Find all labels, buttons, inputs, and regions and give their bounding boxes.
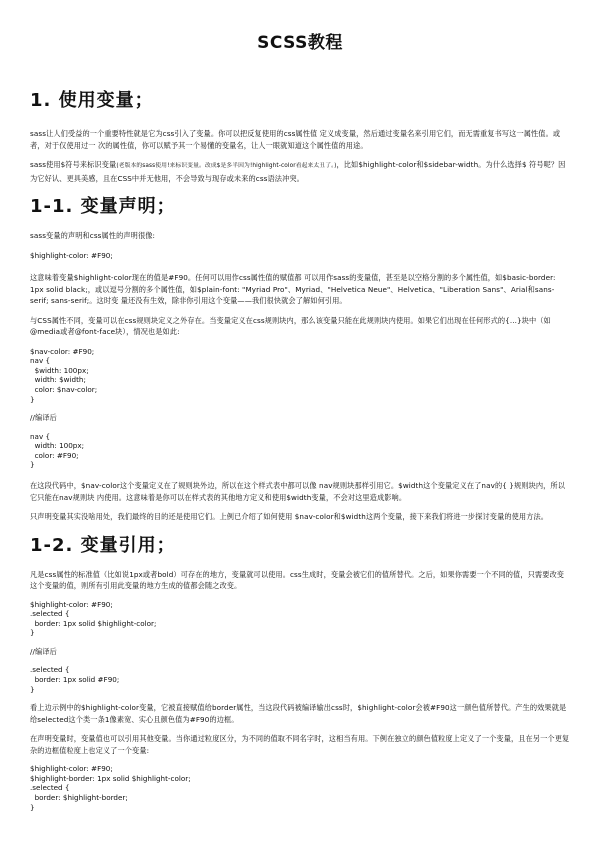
code-block: $highlight-color: #F90; $highlight-border: 1px solid $highlight-color; .selected { border: $highlight-border; } bbox=[30, 764, 191, 812]
text-note: (老版本的sass使用!来标识变量。改成$是多半因为!highlight-color看起来太丑了。) bbox=[116, 163, 337, 169]
paragraph: sass让人们受益的一个重要特性就是它为css引入了变量。你可以把反复使用的css属性值 定义成变量，然后通过变量名来引用它们，而无需重复书写这一属性值。或者，对于仅使用过一 次的属性值，你可以赋予其一个易懂的变量名，让人一眼就知道这个属性值的用途。 bbox=[30, 129, 561, 150]
compiled-label: //编译后 bbox=[30, 646, 57, 656]
paragraph: 这意味着变量$highlight-color现在的值是#F90。任何可以用作css属性值的赋值都 可以用作sass的变量值，甚至是以空格分割的多个属性值，如$basic-border: 1px solid black;，或以逗号分割的多个属性值，如$plain-font: "Myriad Pro"、Myriad、"Helvetica Neue"、Helvetica、"Liberation Sans"、Arial和sans-serif; sans-serif;。这时变 量还没有生效，除非你引用这个变量——我们很快就会了解如何引用。 bbox=[30, 273, 556, 306]
paragraph: sass变量的声明和css属性的声明很像: bbox=[30, 231, 156, 240]
text-span: ，比如$highlight-color和$sidebar-width。为什么选择$ 符号呢？因为它好认、更具美感，且在CSS中并无他用，不会导致与现存或未来的css语法冲突。 bbox=[30, 160, 566, 183]
heading-variable-reference: 1-2. 变量引用； bbox=[30, 534, 176, 556]
paragraph: 看上边示例中的$highlight-color变量，它被直接赋值给border属性，当这段代码被编译输出css时，$highlight-color会被#F90这一颜色值所替代。产生的效果就是给selected这个类一条1像素宽、实心且颜色值为#F90的边框。 bbox=[30, 703, 567, 724]
compiled-label: //编译后 bbox=[30, 413, 57, 423]
paragraph: 在声明变量时，变量值也可以引用其他变量。当你通过粒度区分，为不同的值取不同名字时，这相当有用。下例在独立的颜色值粒度上定义了一个变量，且在另一个更复杂的边框值粒度上也定义了一个变量: bbox=[30, 734, 570, 755]
code-block: .selected { border: 1px solid #F90; } bbox=[30, 665, 120, 694]
text-span: sass使用$符号来标识变量 bbox=[30, 160, 117, 169]
paragraph: 只声明变量其实没啥用处，我们最终的目的还是使用它们。上例已介绍了如何使用 $nav-color和$width这两个变量，接下来我们将进一步探讨变量的使用方法。 bbox=[30, 512, 549, 522]
heading-use-variables: 1. 使用变量； bbox=[30, 90, 154, 111]
code-block: $highlight-color: #F90; .selected { border: 1px solid $highlight-color; } bbox=[30, 599, 157, 638]
heading-variable-declaration: 1-1. 变量声明； bbox=[30, 196, 176, 217]
paragraph bbox=[30, 159, 570, 184]
code-block: nav { width: 100px; color: #F90; } bbox=[30, 431, 85, 470]
code-block: $highlight-color: #F90; bbox=[30, 250, 113, 260]
paragraph: 凡是css属性的标准值（比如说1px或者bold）可存在的地方，变量就可以使用。css生成时，变量会被它们的值所替代。之后，如果你需要一个不同的值，只需要改变这个变量的值，则所有引用此变量的地方生成的值都会随之改变。 bbox=[30, 569, 565, 591]
paragraph: 在这段代码中，$nav-color这个变量定义在了规则块外边，所以在这个样式表中都可以像 nav规则块那样引用它。$width这个变量定义在了nav的{ }规则块内，所以它只能在nav规则块 内使用。这意味着是你可以在样式表的其他地方定义和使用$width变量，不会对这里造成影响。 bbox=[30, 481, 565, 502]
paragraph: 与CSS属性不同，变量可以在css规则块定义之外存在。当变量定义在css规则块内，那么该变量只能在此规则块内使用。如果它们出现在任何形式的{...}块中（如@media或者@font-face块），情况也是如此: bbox=[30, 315, 551, 337]
code-block: $nav-color: #F90; nav { $width: 100px; width: $width; color: $nav-color; } bbox=[30, 346, 98, 404]
document-title: SCSS教程 bbox=[257, 33, 343, 53]
